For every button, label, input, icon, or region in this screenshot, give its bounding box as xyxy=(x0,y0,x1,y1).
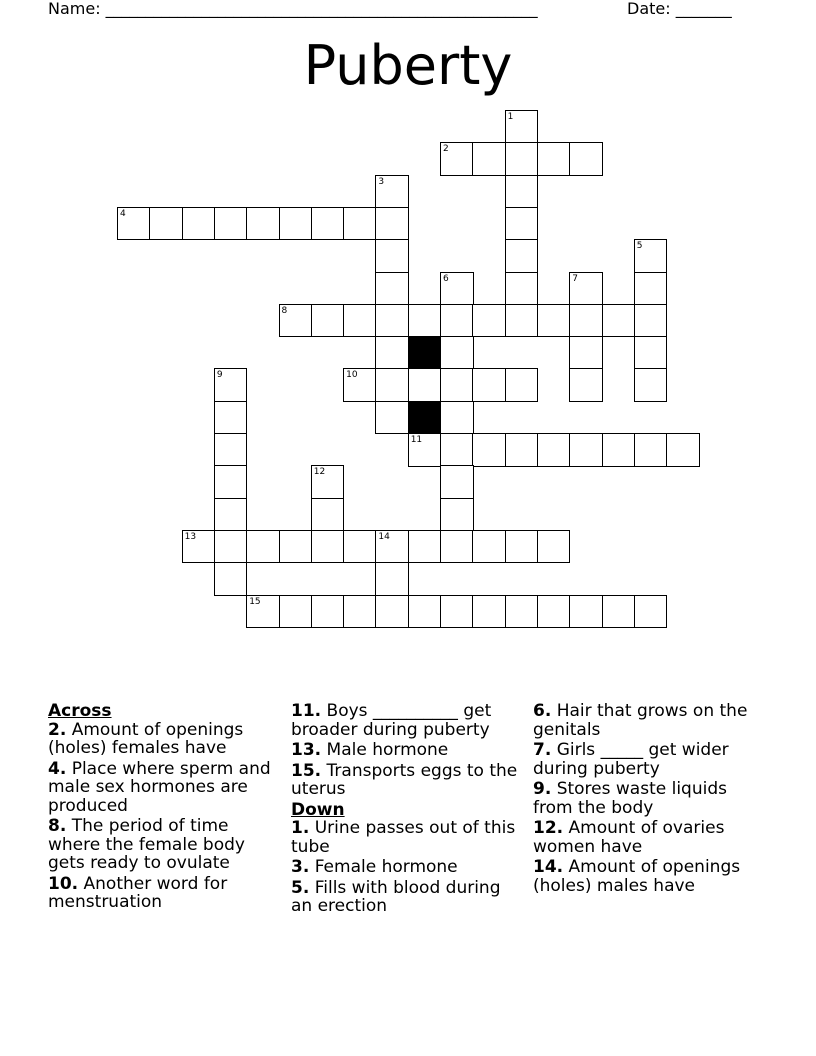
clue-text: Amount of openings (holes) males have xyxy=(533,857,741,896)
clue-down-5 xyxy=(291,879,523,916)
grid-cell[interactable] xyxy=(440,336,474,370)
grid-cell[interactable] xyxy=(279,207,313,241)
grid-cell[interactable] xyxy=(408,530,442,564)
grid-cell[interactable] xyxy=(214,530,248,564)
clue-text: Hair that grows on the genitals xyxy=(533,701,748,740)
grid-cell[interactable] xyxy=(311,304,345,338)
clue-text: Another word for menstruation xyxy=(48,873,228,912)
clue-text: The period of time where the female body gets ready to ovulate xyxy=(48,816,245,873)
clue-number: 10. xyxy=(48,873,79,894)
cell-number: 3 xyxy=(378,176,385,187)
grid-cell[interactable] xyxy=(375,562,409,596)
grid-cell[interactable] xyxy=(279,530,313,564)
grid-cell[interactable] xyxy=(440,304,474,338)
cell-number: 8 xyxy=(281,305,288,316)
grid-cell[interactable] xyxy=(505,530,539,564)
cell-number: 14 xyxy=(378,531,390,542)
grid-cell[interactable] xyxy=(375,368,409,402)
clue-number: 14. xyxy=(533,857,564,877)
numbered-cell[interactable] xyxy=(440,272,474,306)
clue-number: 12. xyxy=(533,818,564,838)
clue-down-3 xyxy=(291,858,523,877)
grid-cell[interactable] xyxy=(569,142,603,176)
clue-number: 1. xyxy=(291,818,310,838)
black-cell xyxy=(408,336,442,370)
grid-cell[interactable] xyxy=(279,595,313,629)
grid-cell[interactable] xyxy=(375,207,409,241)
grid-cell[interactable] xyxy=(375,401,409,435)
grid-cell[interactable] xyxy=(343,530,377,564)
grid-cell[interactable] xyxy=(537,595,571,629)
grid-cell[interactable] xyxy=(537,530,571,564)
clue-number: 5. xyxy=(291,877,310,898)
black-cell xyxy=(408,401,442,435)
numbered-cell[interactable] xyxy=(343,368,377,402)
grid-cell[interactable] xyxy=(472,433,506,467)
grid-cell[interactable] xyxy=(472,595,506,629)
clue-across-8 xyxy=(48,817,280,873)
grid-cell[interactable] xyxy=(440,368,474,402)
cell-number: 12 xyxy=(313,467,326,478)
clue-across-2 xyxy=(48,721,280,758)
grid-cell[interactable] xyxy=(537,433,571,467)
grid-cell[interactable] xyxy=(214,562,248,596)
clue-text: Boys __________ get broader during puberty xyxy=(291,701,492,740)
cell-number: 10 xyxy=(346,370,358,381)
date-field-label[interactable]: Date: _______ xyxy=(627,0,732,18)
clue-down-6 xyxy=(533,702,765,739)
grid-cell[interactable] xyxy=(472,368,506,402)
clue-down-14 xyxy=(533,858,765,895)
clue-across-15 xyxy=(291,762,523,799)
cell-number: 7 xyxy=(572,273,578,284)
cell-number: 15 xyxy=(249,596,261,607)
grid-cell[interactable] xyxy=(311,498,345,532)
clue-across-10 xyxy=(48,875,280,912)
grid-cell[interactable] xyxy=(472,304,506,338)
clue-text: Amount of openings (holes) females have xyxy=(48,719,244,758)
clue-text: Male hormone xyxy=(326,740,449,760)
clue-column-3 xyxy=(533,702,765,897)
grid-cell[interactable] xyxy=(246,530,280,564)
grid-cell[interactable] xyxy=(440,401,474,435)
numbered-cell[interactable] xyxy=(375,175,409,209)
cell-number: 9 xyxy=(216,370,223,381)
grid-cell[interactable] xyxy=(634,595,668,629)
clue-column-1 xyxy=(48,702,280,914)
grid-cell[interactable] xyxy=(505,239,539,273)
clue-number: 4. xyxy=(48,758,67,779)
clue-across-11 xyxy=(291,702,523,739)
grid-cell[interactable] xyxy=(602,304,636,338)
grid-cell[interactable] xyxy=(343,207,377,241)
numbered-cell[interactable] xyxy=(214,368,248,402)
across-heading: Across xyxy=(48,701,112,721)
clue-number: 3. xyxy=(291,857,310,877)
clue-number: 6. xyxy=(533,701,552,721)
grid-cell[interactable] xyxy=(634,272,668,306)
grid-cell[interactable] xyxy=(214,401,248,435)
grid-cell[interactable] xyxy=(634,368,668,402)
grid-cell[interactable] xyxy=(408,368,442,402)
page-title: Puberty xyxy=(303,34,513,97)
cell-number: 1 xyxy=(507,112,514,122)
clue-text: Transports eggs to the uterus xyxy=(291,760,518,799)
grid-cell[interactable] xyxy=(634,304,668,338)
grid-cell[interactable] xyxy=(214,207,248,241)
grid-cell[interactable] xyxy=(311,595,345,629)
clue-number: 13. xyxy=(291,740,322,760)
grid-cell[interactable] xyxy=(634,433,668,467)
cell-number: 5 xyxy=(636,241,643,252)
grid-cell[interactable] xyxy=(440,498,474,532)
grid-cell[interactable] xyxy=(246,207,280,241)
clue-number: 7. xyxy=(533,740,552,760)
grid-cell[interactable] xyxy=(214,465,248,499)
grid-cell[interactable] xyxy=(602,595,636,629)
numbered-cell[interactable] xyxy=(279,304,313,338)
grid-cell[interactable] xyxy=(569,368,603,402)
clue-down-1 xyxy=(291,819,523,856)
grid-cell[interactable] xyxy=(440,433,474,467)
grid-cell[interactable] xyxy=(343,304,377,338)
grid-cell[interactable] xyxy=(408,595,442,629)
grid-cell[interactable] xyxy=(537,142,571,176)
cell-number: 13 xyxy=(184,531,197,542)
numbered-cell[interactable] xyxy=(408,433,442,467)
numbered-cell[interactable] xyxy=(246,595,280,629)
grid-cell[interactable] xyxy=(214,433,248,467)
grid-cell[interactable] xyxy=(505,142,539,176)
grid-cell[interactable] xyxy=(634,336,668,370)
clue-across-13 xyxy=(291,741,523,760)
grid-cell[interactable] xyxy=(569,304,603,338)
numbered-cell[interactable] xyxy=(375,530,409,564)
grid-cell[interactable] xyxy=(408,304,442,338)
grid-cell[interactable] xyxy=(569,336,603,370)
grid-cell[interactable] xyxy=(311,530,345,564)
cell-number: 2 xyxy=(443,144,449,155)
grid-cell[interactable] xyxy=(149,207,183,241)
grid-cell[interactable] xyxy=(569,595,603,629)
numbered-cell[interactable] xyxy=(505,110,539,144)
grid-cell[interactable] xyxy=(505,433,539,467)
grid-cell[interactable] xyxy=(505,272,539,306)
numbered-cell[interactable] xyxy=(569,272,603,306)
grid-cell[interactable] xyxy=(311,207,345,241)
clue-text: Amount of ovaries women have xyxy=(533,818,725,857)
clue-number: 15. xyxy=(291,760,322,781)
grid-cell[interactable] xyxy=(182,207,216,241)
clue-across-4 xyxy=(48,760,280,816)
grid-cell[interactable] xyxy=(505,207,539,241)
clue-text: Female hormone xyxy=(314,857,458,877)
grid-cell[interactable] xyxy=(375,336,409,370)
cell-number: 11 xyxy=(410,435,423,445)
grid-cell[interactable] xyxy=(440,530,474,564)
clue-text: Urine passes out of this tube xyxy=(291,818,516,857)
name-field-label[interactable]: Name: ______________________________________________________ xyxy=(48,0,538,18)
grid-cell[interactable] xyxy=(375,272,409,306)
grid-cell[interactable] xyxy=(375,239,409,273)
clue-text: Fills with blood during an erection xyxy=(291,877,501,916)
grid-cell[interactable] xyxy=(440,595,474,629)
grid-cell[interactable] xyxy=(505,304,539,338)
grid-cell[interactable] xyxy=(472,142,506,176)
grid-cell[interactable] xyxy=(602,433,636,467)
grid-cell[interactable] xyxy=(666,433,700,467)
clue-text: Place where sperm and male sex hormones are produced xyxy=(48,758,271,816)
numbered-cell[interactable] xyxy=(311,465,345,499)
clue-text: Girls _____ get wider during puberty xyxy=(533,740,729,779)
grid-cell[interactable] xyxy=(505,175,539,209)
grid-cell[interactable] xyxy=(505,368,539,402)
cell-number: 4 xyxy=(120,208,126,219)
grid-cell[interactable] xyxy=(472,530,506,564)
clue-number: 8. xyxy=(48,816,67,836)
grid-cell[interactable] xyxy=(375,595,409,629)
grid-cell[interactable] xyxy=(343,595,377,629)
clue-down-7 xyxy=(533,741,765,778)
grid-cell[interactable] xyxy=(505,595,539,629)
down-heading: Down xyxy=(291,799,345,820)
clue-down-12 xyxy=(533,819,765,856)
clue-number: 9. xyxy=(533,779,552,799)
numbered-cell[interactable] xyxy=(634,239,668,273)
cell-number: 6 xyxy=(443,273,449,284)
grid-cell[interactable] xyxy=(440,465,474,499)
numbered-cell[interactable] xyxy=(182,530,216,564)
numbered-cell[interactable] xyxy=(117,207,151,241)
clue-number: 2. xyxy=(48,719,67,740)
grid-cell[interactable] xyxy=(214,498,248,532)
clue-column-2 xyxy=(291,702,523,918)
numbered-cell[interactable] xyxy=(440,142,474,176)
clue-number: 11. xyxy=(291,701,322,721)
clue-text: Stores waste liquids from the body xyxy=(533,779,727,818)
grid-cell[interactable] xyxy=(537,304,571,338)
grid-cell[interactable] xyxy=(375,304,409,338)
grid-cell[interactable] xyxy=(569,433,603,467)
clue-down-9 xyxy=(533,780,765,817)
